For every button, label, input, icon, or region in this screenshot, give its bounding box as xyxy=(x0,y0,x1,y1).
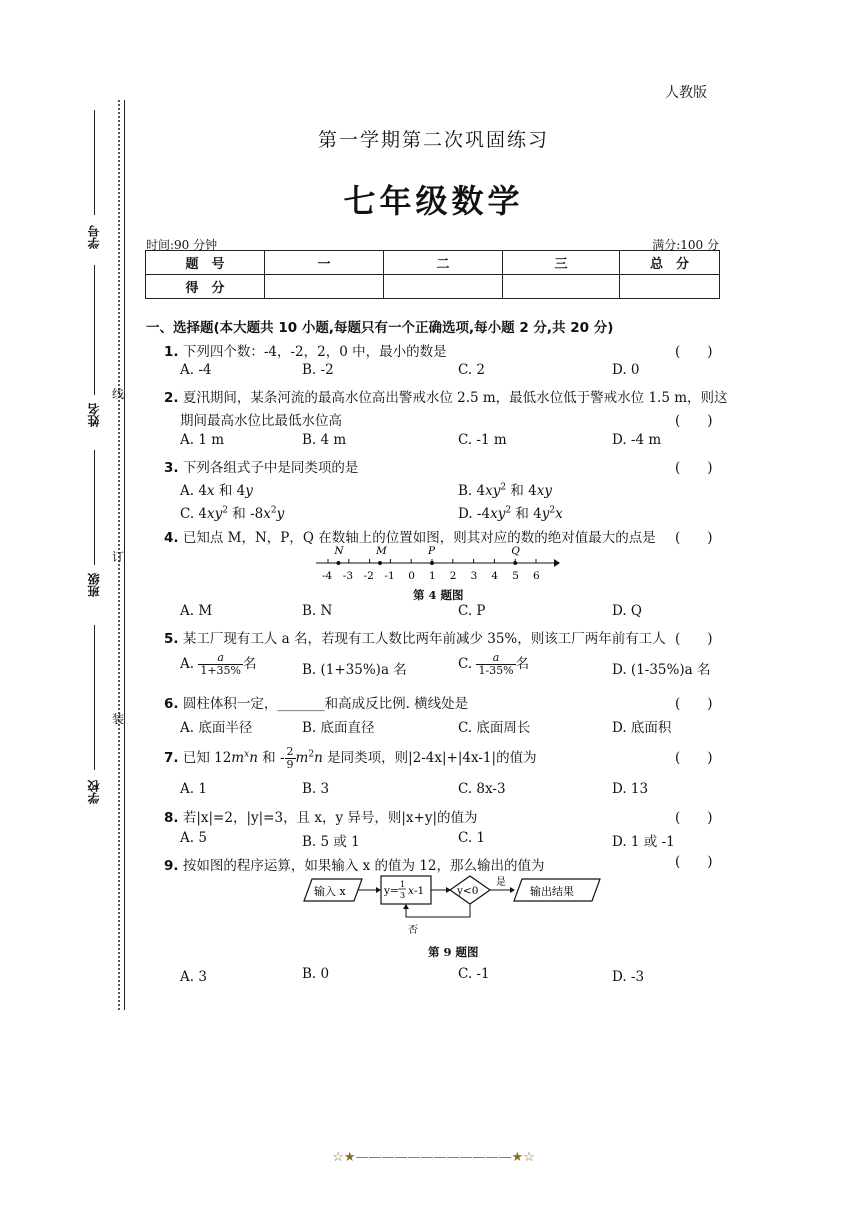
number-line-tick-label: 6 xyxy=(533,570,540,582)
option-a[interactable]: A. 4x 和 4y xyxy=(180,483,253,499)
question-1 xyxy=(164,340,447,360)
answer-paren[interactable]: ( ) xyxy=(675,530,713,546)
option-b[interactable]: B. $4xy^2$ 和 4xy xyxy=(458,482,552,499)
number-line-figure xyxy=(310,543,560,585)
name-field[interactable] xyxy=(94,265,95,395)
option-b[interactable]: B. 底面直径 xyxy=(302,720,375,736)
side-word-ding: 订 xyxy=(112,550,125,564)
flow-process-formula-tail2: -1 xyxy=(414,885,425,897)
flow-frac-den: 3 xyxy=(400,891,406,900)
flow-input-label: 输入 x xyxy=(314,885,346,898)
score-table-header-row xyxy=(146,251,720,275)
flow-arrowhead xyxy=(376,887,381,893)
flow-loop-line xyxy=(406,904,470,917)
number-line-arrow xyxy=(554,559,560,567)
question-number: 1. xyxy=(164,344,179,360)
option-b[interactable]: B. 4 m xyxy=(302,432,347,448)
side-word-xian: 线 xyxy=(112,387,125,401)
full-score: 满分:100 分 xyxy=(652,238,719,252)
option-a[interactable]: A. 3 xyxy=(180,969,207,985)
question-stem: 是同类项，则|2-4x|+|4x-1|的值为 xyxy=(327,750,537,766)
question-number: 8. xyxy=(164,810,179,826)
number-line-point xyxy=(430,561,434,565)
question-2-line2: 期间最高水位比最低水位高 xyxy=(180,413,342,429)
fraction: $\frac{a}{1+35\%}$ xyxy=(200,651,242,677)
number-line-point-label: Q xyxy=(511,545,520,557)
question-stem: 下列四个数：-4，-2，2，0 中，最小的数是 xyxy=(182,344,447,360)
number-line-tick-label: -1 xyxy=(384,570,395,582)
number-line-tick-label: 2 xyxy=(449,570,457,582)
table-cell: 二 xyxy=(384,251,503,275)
flowchart-figure xyxy=(300,873,606,939)
answer-paren[interactable]: ( ) xyxy=(675,460,713,476)
number-line-tick-label: -3 xyxy=(342,570,354,582)
school-field[interactable] xyxy=(94,625,95,770)
footer-ornament: ☆★————————————★☆ xyxy=(332,1150,535,1165)
question-number: 7. xyxy=(164,750,179,766)
exam-title: 七年级数学 xyxy=(343,182,524,220)
question-9 xyxy=(164,854,545,874)
option-a[interactable]: A. M xyxy=(180,603,213,619)
option-c[interactable]: C. -1 xyxy=(458,966,490,982)
question-6 xyxy=(164,692,468,712)
number-line-tick-label: -2 xyxy=(363,570,374,582)
number-line-point xyxy=(513,561,517,565)
option-c[interactable]: C. 2 xyxy=(458,362,486,378)
option-c[interactable]: C. P xyxy=(458,603,486,619)
question-number: 2. xyxy=(164,390,179,406)
option-d[interactable]: D. (1-35%)a 名 xyxy=(612,662,711,678)
question-3 xyxy=(164,456,358,476)
option-b[interactable]: B. 3 xyxy=(302,781,330,797)
class-label: 班级 xyxy=(87,573,101,597)
exam-subtitle: 第一学期第二次巩固练习 xyxy=(317,129,549,151)
answer-paren[interactable]: ( ) xyxy=(675,631,713,647)
question-2 xyxy=(164,386,728,406)
question-stem: 某工厂现有工人 a 名，若现有工人数比两年前减少 35%，则该工厂两年前有工人 xyxy=(182,631,666,647)
question-number: 3. xyxy=(164,460,179,476)
table-cell: 三 xyxy=(503,251,620,275)
option-c[interactable]: C. 8x-3 xyxy=(458,781,506,797)
student-id-field[interactable] xyxy=(94,110,95,215)
flow-yes-label: 是 xyxy=(496,877,506,888)
number-line-point-label: M xyxy=(376,545,387,557)
score-input-cell[interactable] xyxy=(265,275,384,299)
score-input-cell[interactable] xyxy=(503,275,620,299)
answer-paren[interactable]: ( ) xyxy=(675,344,713,360)
figure-caption: 第 4 题图 xyxy=(413,588,464,602)
side-word-zhuang: 装 xyxy=(112,712,125,726)
option-a[interactable]: A. 1 m xyxy=(180,432,225,448)
option-c[interactable]: C. -1 m xyxy=(458,432,507,448)
option-d[interactable]: D. $-4xy^2$ 和 $4y^2x$ xyxy=(458,505,563,522)
question-stem: 夏汛期间，某条河流的最高水位高出警戒水位 2.5 m，最低水位低于警戒水位 1.5 m，则这 xyxy=(182,390,728,406)
number-line-tick-label: 1 xyxy=(429,570,436,582)
score-table xyxy=(145,250,720,299)
fraction: $\frac{2}{9}$ xyxy=(286,745,294,771)
answer-paren[interactable]: ( ) xyxy=(675,413,713,429)
binding-line xyxy=(124,100,125,1010)
option-d[interactable]: D. 底面积 xyxy=(612,720,672,736)
edition-label: 人教版 xyxy=(665,85,707,101)
number-line-point xyxy=(378,561,382,565)
flow-process-formula: y= xyxy=(384,885,399,897)
option-b[interactable]: B. (1+35%)a 名 xyxy=(302,662,407,678)
option-a[interactable]: A. $\frac{a}{1+35\%}$ 名 xyxy=(180,651,257,677)
question-stem: 若|x|=2，|y|=3，且 x，y 异号，则|x+y|的值为 xyxy=(182,810,478,826)
option-b[interactable]: B. 5 或 1 xyxy=(302,834,360,850)
question-number: 5. xyxy=(164,631,179,647)
question-8 xyxy=(164,806,478,826)
class-field[interactable] xyxy=(94,450,95,565)
option-c[interactable]: C. 1 xyxy=(458,830,486,846)
table-cell: 总 分 xyxy=(620,251,720,275)
flow-output-label: 输出结果 xyxy=(530,885,574,898)
option-d[interactable]: D. Q xyxy=(612,603,642,619)
option-b[interactable]: B. N xyxy=(302,603,333,619)
number-line-points xyxy=(333,545,520,565)
question-number: 9. xyxy=(164,858,179,874)
school-label: 学校 xyxy=(87,780,101,804)
flow-arrowhead xyxy=(510,887,515,893)
option-d[interactable]: D. -3 xyxy=(612,969,645,985)
option-d[interactable]: D. 1 或 -1 xyxy=(612,834,675,850)
number-line-tick-label: 5 xyxy=(512,570,519,582)
question-number: 4. xyxy=(164,530,179,546)
flow-decision-label: y<0 xyxy=(457,885,479,897)
figure-caption: 第 9 题图 xyxy=(428,945,479,959)
score-input-cell[interactable] xyxy=(620,275,720,299)
option-b[interactable]: B. -2 xyxy=(302,362,334,378)
answer-paren[interactable]: ( ) xyxy=(675,696,713,712)
question-stem: 已知点 M，N，P，Q 在数轴上的位置如图，则其对应的数的绝对值最大的点是 xyxy=(182,530,656,546)
score-input-cell[interactable] xyxy=(384,275,503,299)
option-c[interactable]: C. $\frac{a}{1-35\%}$ 名 xyxy=(458,651,530,677)
option-c[interactable]: C. 底面周长 xyxy=(458,720,531,736)
question-stem: 圆柱体积一定，_______和高成反比例. 横线处是 xyxy=(182,696,469,712)
flow-arrowhead xyxy=(403,904,409,909)
flow-no-label: 否 xyxy=(408,925,418,936)
section-heading: 一、选择题(本大题共 10 小题,每题只有一个正确选项,每小题 2 分,共 20 分) xyxy=(146,320,614,336)
flow-frac-num: 1 xyxy=(400,880,406,889)
question-number: 6. xyxy=(164,696,179,712)
option-d[interactable]: D. 13 xyxy=(612,781,649,797)
answer-paren[interactable]: ( ) xyxy=(675,854,713,870)
option-d[interactable]: D. 0 xyxy=(612,362,640,378)
number-line-tick-label: 3 xyxy=(470,570,478,582)
table-cell: 一 xyxy=(265,251,384,275)
answer-paren[interactable]: ( ) xyxy=(675,750,713,766)
flow-process-formula-tail: x xyxy=(408,885,414,897)
option-d[interactable]: D. -4 m xyxy=(612,432,662,448)
question-5 xyxy=(164,627,666,647)
number-line-point xyxy=(336,561,340,565)
student-id-label: 学号 xyxy=(87,225,101,249)
fraction: $\frac{a}{1-35\%}$ xyxy=(478,651,514,677)
exam-time: 时间:90 分钟 xyxy=(146,238,218,252)
table-cell: 得 分 xyxy=(146,275,265,299)
score-table-score-row xyxy=(146,275,720,299)
question-stem: 下列各组式子中是同类项的是 xyxy=(182,460,359,476)
question-stem: 按如图的程序运算，如果输入 x 的值为 12，那么输出的值为 xyxy=(182,858,545,874)
number-line-point-label: P xyxy=(428,545,436,557)
option-a[interactable]: A. -4 xyxy=(180,362,212,378)
option-a[interactable]: A. 5 xyxy=(180,830,207,846)
option-c[interactable]: C. $4xy^2$ 和 $-8x^2y$ xyxy=(180,505,285,522)
name-label: 姓名 xyxy=(87,403,101,427)
number-line-tick-label: 4 xyxy=(491,570,499,582)
number-line-point-label: N xyxy=(334,545,344,557)
number-line-tick-label: 0 xyxy=(408,570,415,582)
option-b[interactable]: B. 0 xyxy=(302,966,330,982)
option-a[interactable]: A. 1 xyxy=(180,781,207,797)
table-cell: 题 号 xyxy=(146,251,265,275)
question-7: 7. 已知 $12m^xn$ 和 - $\frac{2}{9}$ $m^2n$ 是同类项，则|2-4x|+|4x-1|的值为 xyxy=(164,745,537,771)
answer-paren[interactable]: ( ) xyxy=(675,810,713,826)
option-a[interactable]: A. 底面半径 xyxy=(180,720,253,736)
number-line-tick-label: -4 xyxy=(322,570,333,582)
